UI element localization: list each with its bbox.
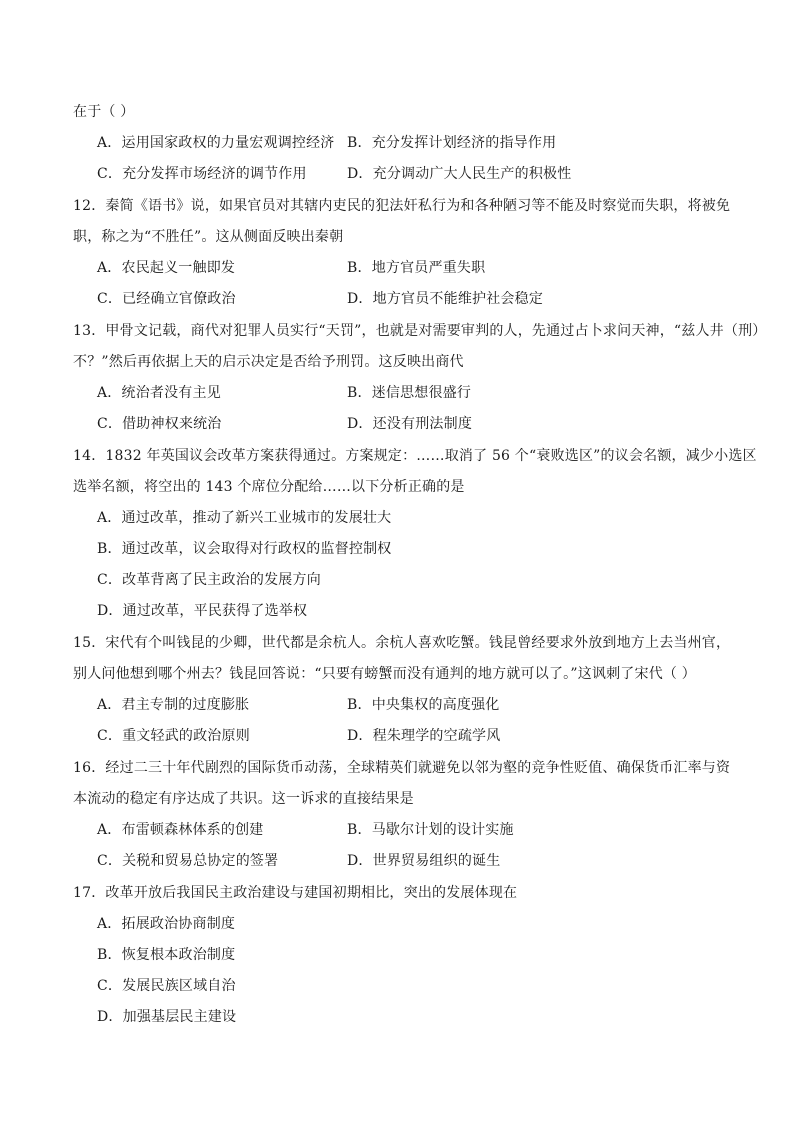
q14-option-d: D．通过改革，平民获得了选举权 — [97, 603, 308, 619]
q17-option-b: B．恢复根本政治制度 — [97, 947, 236, 963]
q14-stem-line1: 14．1832 年英国议会改革方案获得通过。方案规定：……取消了 56 个“衰败选区”的议会名额，减少小选区 — [73, 448, 757, 464]
q11-option-b: B．充分发挥计划经济的指导作用 — [347, 135, 557, 151]
q14-option-a: A．通过改革，推动了新兴工业城市的发展壮大 — [97, 510, 392, 526]
q15-stem-line2: 别人问他想到哪个州去？钱昆回答说：“只要有螃蟹而没有通判的地方就可以了。”这讽刺了宋代（ ） — [73, 666, 696, 682]
q12-stem-line2: 职，称之为“不胜任”。这从侧面反映出秦朝 — [73, 229, 344, 245]
q13-option-b: B．迷信思想很盛行 — [347, 385, 472, 401]
q14-option-b: B．通过改革，议会取得对行政权的监督控制权 — [97, 541, 392, 557]
q13-stem-line1: 13．甲骨文记载，商代对犯罪人员实行“天罚”，也就是对需要审判的人，先通过占卜求问天神，“兹人井（刑） — [73, 323, 767, 339]
q12-stem-line1: 12．秦简《语书》说，如果官员对其辖内吏民的犯法奸私行为和各种陋习等不能及时察觉而失职，将被免 — [73, 198, 731, 214]
q16-option-b: B．马歇尔计划的设计实施 — [347, 822, 514, 838]
q14-option-c: C．改革背离了民主政治的发展方向 — [97, 572, 321, 588]
q12-option-b: B．地方官员严重失职 — [347, 260, 486, 276]
q11-option-a: A．运用国家政权的力量宏观调控经济 — [97, 135, 335, 151]
q11-option-d: D．充分调动广大人民生产的积极性 — [347, 166, 572, 182]
q16-option-d: D．世界贸易组织的诞生 — [347, 853, 501, 869]
q17-stem-line1: 17．改革开放后我国民主政治建设与建国初期相比，突出的发展体现在 — [73, 885, 518, 901]
q15-option-a: A．君主专制的过度膨胀 — [97, 697, 250, 713]
q16-option-a: A．布雷顿森林体系的创建 — [97, 822, 264, 838]
q15-option-b: B．中央集权的高度强化 — [347, 697, 500, 713]
q12-option-d: D．地方官员不能维护社会稳定 — [347, 291, 544, 307]
q13-stem-line2: 不？”然后再依据上天的启示决定是否给予刑罚。这反映出商代 — [73, 354, 464, 370]
q13-option-a: A．统治者没有主见 — [97, 385, 221, 401]
q12-option-a: A．农民起义一触即发 — [97, 260, 236, 276]
q12-option-c: C．已经确立官僚政治 — [97, 291, 236, 307]
q16-stem-line2: 本流动的稳定有序达成了共识。这一诉求的直接结果是 — [73, 791, 414, 807]
q17-option-c: C．发展民族区域自治 — [97, 978, 236, 994]
q15-option-c: C．重文轻武的政治原则 — [97, 728, 250, 744]
q15-stem-line1: 15．宋代有个叫钱昆的少卿，世代都是余杭人。余杭人喜欢吃蟹。钱昆曾经要求外放到地方上去当州官， — [73, 635, 731, 651]
q13-option-d: D．还没有刑法制度 — [347, 416, 473, 432]
q15-option-d: D．程朱理学的空疏学风 — [347, 728, 501, 744]
q17-option-a: A．拓展政治协商制度 — [97, 916, 236, 932]
q17-option-d: D．加强基层民主建设 — [97, 1009, 237, 1025]
q16-option-c: C．关税和贸易总协定的签署 — [97, 853, 279, 869]
q11-option-c: C．充分发挥市场经济的调节作用 — [97, 166, 307, 182]
q16-stem-line1: 16．经过二三十年代剧烈的国际货币动荡，全球精英们就避免以邻为壑的竞争性贬值、确保货币汇率与资 — [73, 760, 731, 776]
q11-stem-tail: 在于（ ） — [73, 104, 135, 120]
q14-stem-line2: 选举名额，将空出的 143 个席位分配给……以下分析正确的是 — [73, 479, 465, 495]
q13-option-c: C．借助神权来统治 — [97, 416, 222, 432]
